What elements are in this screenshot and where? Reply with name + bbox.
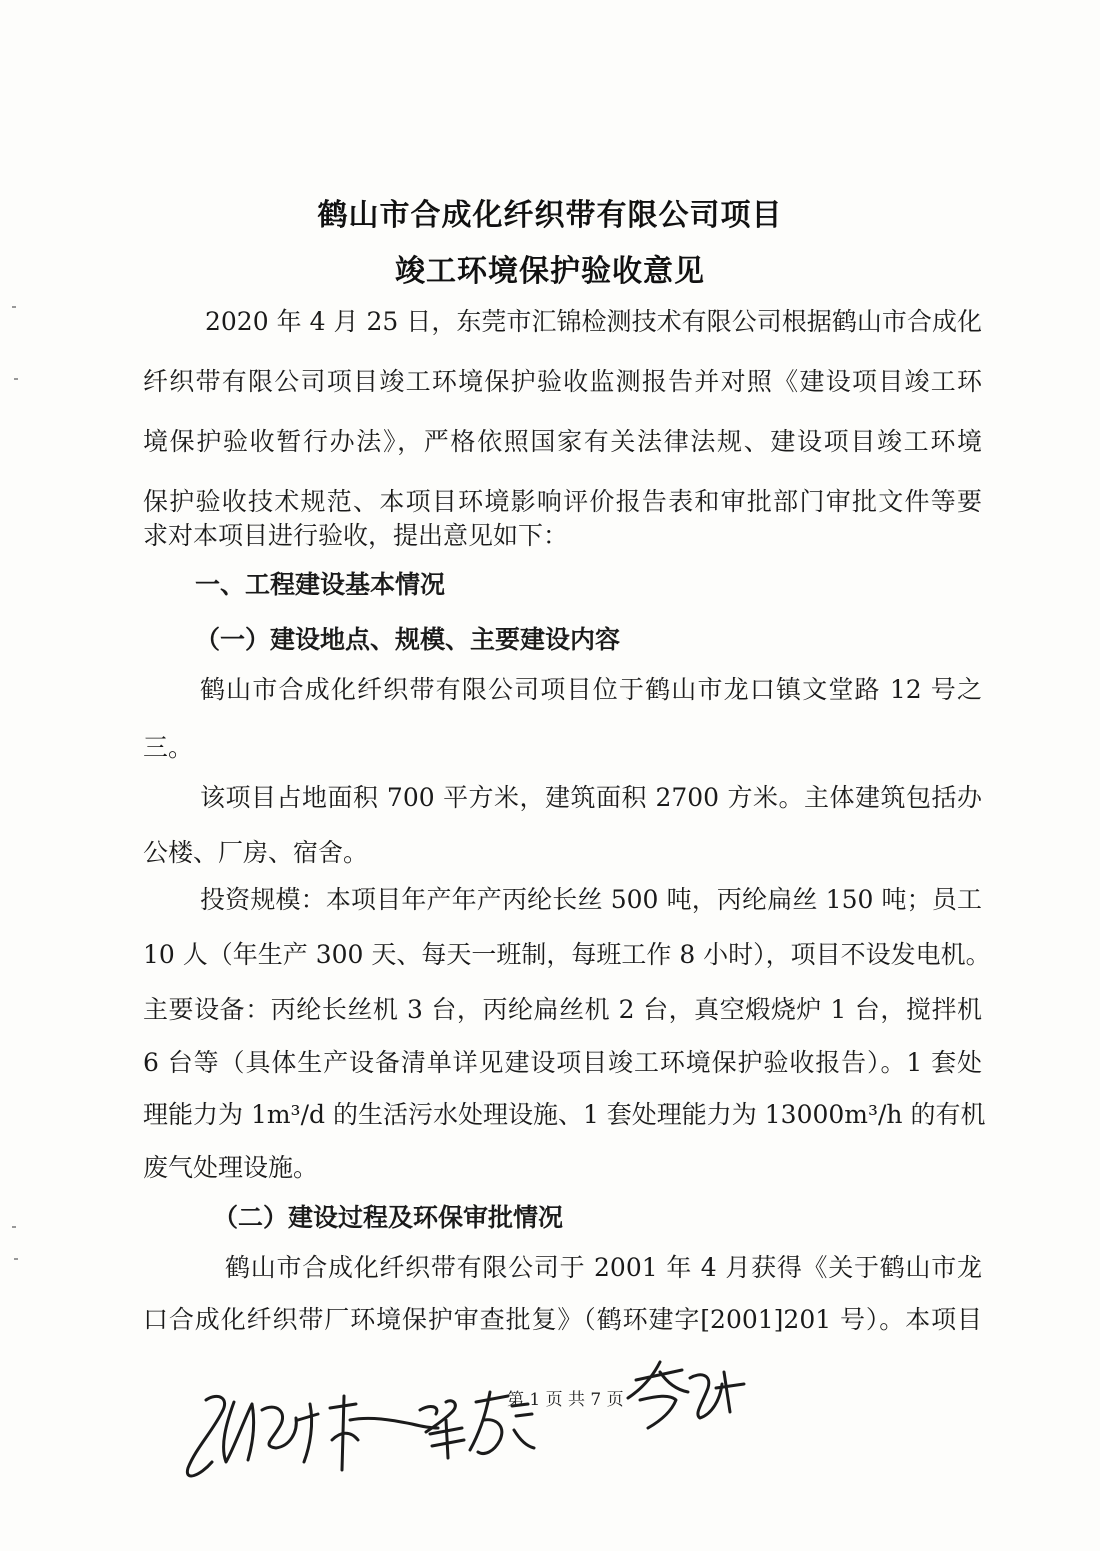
scale-line-3: 主要设备：丙纶长丝机 3 台，丙纶扁丝机 2 台，真空煅烧炉 1 台，搅拌机	[143, 995, 982, 1024]
document-title-line1: 鹤山市合成化纤织带有限公司项目	[317, 198, 783, 233]
scale-line-1: 投资规模：本项目年产年产丙纶长丝 500 吨，丙纶扁丝 150 吨；员工	[200, 885, 982, 914]
subsection2-heading: （二）建设过程及环保审批情况	[213, 1203, 564, 1232]
subsection1-heading: （一）建设地点、规模、主要建设内容	[195, 625, 621, 654]
location-line-2: 三。	[143, 733, 194, 762]
intro-line-3: 境保护验收暂行办法》，严格依照国家有关法律法规、建设项目竣工环境	[143, 427, 982, 456]
page-footer: 第 1 页 共 7 页	[507, 1390, 624, 1410]
intro-line-4: 保护验收技术规范、本项目环境影响评价报告表和审批部门审批文件等要	[143, 487, 982, 516]
section1-heading: 一、工程建设基本情况	[195, 570, 446, 599]
scale-line-2: 10 人（年生产 300 天、每天一班制，每班工作 8 小时），项目不设发电机。	[143, 940, 991, 969]
scale-line-4: 6 台等（具体生产设备清单详见建设项目竣工环境保护验收报告）。1 套处	[143, 1048, 982, 1077]
scale-line-5: 理能力为 1m³/d 的生活污水处理设施、1 套处理能力为 13000m³/h 的有机	[143, 1100, 986, 1129]
location-line-1: 鹤山市合成化纤织带有限公司项目位于鹤山市龙口镇文堂路 12 号之	[200, 675, 982, 704]
area-line-1: 该项目占地面积 700 平方米，建筑面积 2700 方米。主体建筑包括办	[200, 783, 982, 812]
signature-1	[187, 1396, 438, 1476]
intro-line-2: 纤织带有限公司项目竣工环境保护验收监测报告并对照《建设项目竣工环	[143, 367, 982, 396]
document-title-line2: 竣工环境保护验收意见	[395, 254, 705, 289]
intro-line-1: 2020 年 4 月 25 日，东莞市汇锦检测技术有限公司根据鹤山市合成化	[205, 307, 982, 336]
area-line-2: 公楼、厂房、宿舍。	[143, 838, 369, 867]
process-line-2: 口合成化纤织带厂环境保护审查批复》（鹤环建字[2001]201 号）。本项目	[143, 1305, 982, 1334]
intro-line-5: 求对本项目进行验收，提出意见如下：	[143, 521, 569, 550]
process-line-1: 鹤山市合成化纤织带有限公司于 2001 年 4 月获得《关于鹤山市龙	[225, 1253, 982, 1282]
scale-line-6: 废气处理设施。	[143, 1153, 319, 1182]
signature-3	[628, 1362, 744, 1428]
